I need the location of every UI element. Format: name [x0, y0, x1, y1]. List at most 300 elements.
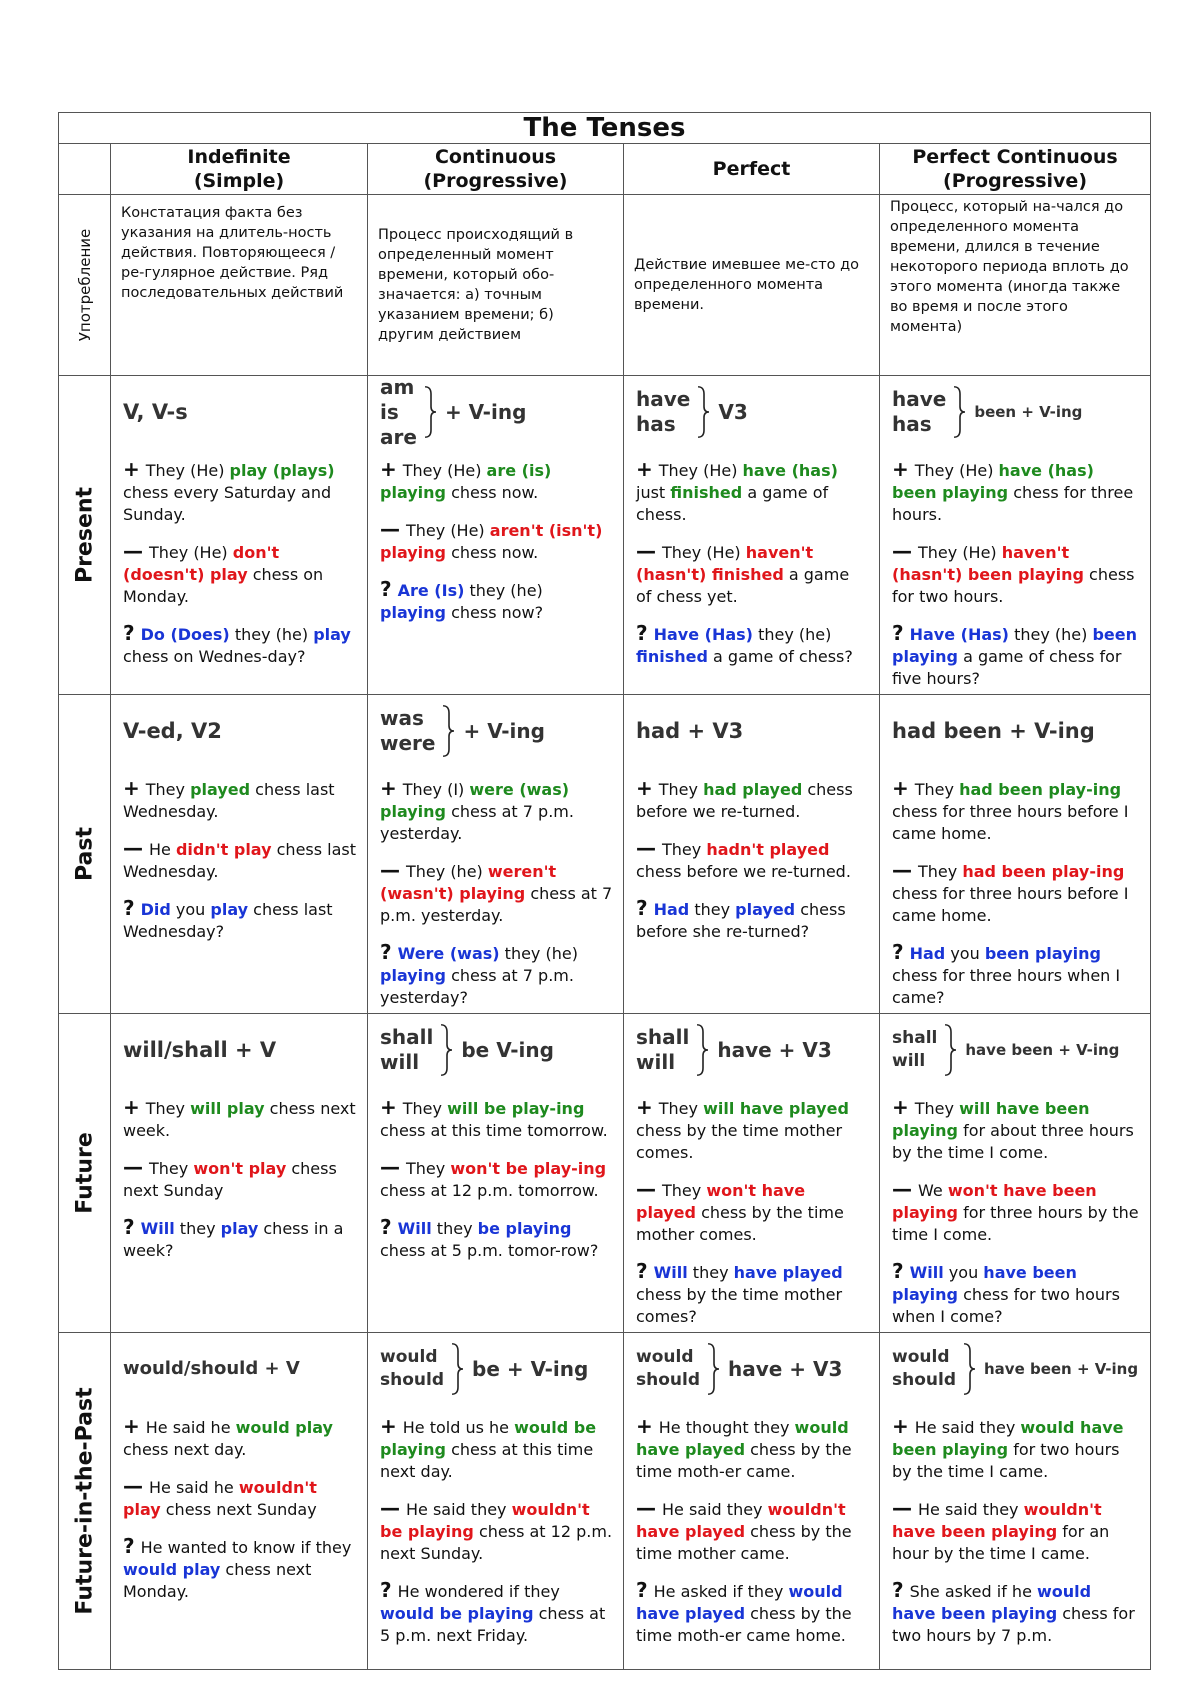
usage-perfect: Действие имевшее ме-сто до определенного момента времени.: [624, 195, 880, 376]
positive-example: [123, 1096, 357, 1142]
negative-example: [636, 1497, 869, 1565]
positive-icon: +: [123, 776, 140, 800]
formula-rest: V3: [718, 400, 748, 424]
example-text: He said they: [406, 1500, 512, 1519]
negative-example: [892, 1497, 1140, 1565]
formula: V-ed, V2: [123, 719, 222, 743]
highlighted-verb: would be playing: [380, 1604, 534, 1623]
positive-icon: +: [892, 1414, 909, 1438]
auxiliary-verb: should: [636, 1370, 700, 1390]
brace-icon: [441, 699, 455, 763]
question-example: [380, 1216, 613, 1262]
auxiliary-verb: has: [892, 412, 932, 436]
auxiliary-verb: are: [380, 424, 417, 449]
negative-example: [380, 518, 613, 564]
question-icon: ?: [380, 940, 392, 964]
auxiliary-verb: would: [636, 1347, 694, 1367]
question-icon: ?: [892, 1578, 904, 1602]
highlighted-verb: playing: [380, 966, 446, 985]
positive-example: [636, 1096, 869, 1164]
example-text: He said he: [145, 1418, 236, 1437]
question-example: [123, 897, 357, 943]
highlighted-verb: Have (Has): [653, 625, 753, 644]
example-text: for two hours by the time I came.: [892, 1440, 1120, 1481]
example-text: They: [914, 1099, 960, 1118]
example-text: a game of chess yet.: [636, 565, 850, 606]
question-example: [892, 622, 1140, 690]
brace-icon: [439, 1018, 453, 1082]
question-example: [123, 1535, 357, 1603]
brace-icon: [943, 1018, 957, 1082]
example-text: chess at 5 p.m. tomor-row?: [380, 1241, 599, 1260]
positive-icon: +: [380, 1095, 397, 1119]
example-text: chess for two hours by 7 p.m.: [892, 1604, 1135, 1645]
highlighted-verb: play: [210, 900, 249, 919]
negative-icon: —: [123, 1155, 143, 1179]
example-text: chess last Wednesday.: [123, 780, 335, 821]
example-text: They (he): [406, 862, 488, 881]
positive-example: [380, 777, 613, 845]
header-line2: (Progressive): [943, 170, 1088, 192]
question-example: [123, 622, 357, 668]
brace-icon: [706, 1337, 720, 1401]
positive-example: [123, 777, 357, 823]
formula-rest: have + V3: [717, 1038, 832, 1062]
example-text: chess now.: [446, 483, 539, 502]
auxiliary-verb: shall: [380, 1025, 434, 1049]
example-text: for about three hours by the time I come.: [892, 1121, 1134, 1162]
auxiliary-verbs: [636, 1346, 700, 1392]
example-text: He said they: [662, 1500, 768, 1519]
example-text: He wondered if they: [397, 1582, 560, 1601]
tense-row-present: [59, 376, 1151, 695]
tense-label-cell: [59, 695, 111, 1014]
example-text: chess at 7 p.m. yesterday.: [380, 802, 574, 843]
positive-example: [892, 458, 1140, 526]
example-text: They (He): [658, 461, 743, 480]
formula: [380, 374, 613, 449]
cell-perfect: [624, 695, 880, 1014]
example-text: a game of chess for five hours?: [892, 647, 1122, 688]
brace-icon: [696, 380, 710, 444]
question-icon: ?: [636, 1578, 648, 1602]
highlighted-verb: Are (Is): [397, 581, 465, 600]
example-text: chess at 12 p.m. next Sunday.: [380, 1522, 613, 1563]
formula-rest: been + V-ing: [974, 403, 1083, 421]
highlighted-verb: would play: [123, 1560, 221, 1579]
example-text: He said he: [149, 1478, 239, 1497]
usage-perfect-continuous: Процесс, который на-чался до определенного момента времени, длился в течение некоторого периода вплоть до этого момента (иногда также во время и после этого момента): [880, 195, 1151, 376]
usage-indefinite: Констатация факта без указания на длитель-ность действия. Повторяющееся / ре-гулярное действие. Ряд последовательных действий: [111, 195, 368, 376]
example-text: for three hours by the time I come.: [892, 1203, 1139, 1244]
positive-icon: +: [892, 457, 909, 481]
question-example: [380, 578, 613, 624]
cell-indefinite: [111, 695, 368, 1014]
positive-icon: +: [636, 1095, 653, 1119]
cell-continuous: [368, 1333, 624, 1670]
brace-icon: [952, 380, 966, 444]
formula: [892, 1018, 1140, 1082]
brace-icon: [450, 1337, 464, 1401]
positive-icon: +: [636, 776, 653, 800]
negative-example: [123, 837, 357, 883]
question-example: [892, 941, 1140, 1009]
formula-rest: + V-ing: [444, 400, 527, 424]
negative-icon: —: [636, 539, 656, 563]
auxiliary-verbs: [892, 387, 946, 437]
example-text: chess for three hours before I came home.: [892, 884, 1129, 925]
question-icon: ?: [380, 577, 392, 601]
example-text: chess last Wednesday.: [123, 840, 357, 881]
example-text: they (he): [1008, 625, 1093, 644]
example-text: chess at 7 p.m. yesterday?: [380, 966, 574, 1007]
formula: [636, 1337, 869, 1401]
highlighted-verb: have played: [733, 1263, 843, 1282]
example-text: He said they: [918, 1500, 1024, 1519]
tense-row-future: [59, 1014, 1151, 1333]
question-icon: ?: [892, 940, 904, 964]
negative-icon: —: [380, 1155, 400, 1179]
question-example: [892, 1579, 1140, 1647]
highlighted-verb: aren't (isn't) playing: [380, 521, 603, 562]
example-text: chess on Wednes-day?: [123, 647, 306, 666]
highlighted-verb: have (has) been playing: [892, 461, 1094, 502]
highlighted-verb: wouldn't have been playing: [892, 1500, 1102, 1541]
cell-indefinite: [111, 376, 368, 695]
negative-example: [892, 859, 1140, 927]
auxiliary-verbs: [636, 1025, 689, 1075]
question-icon: ?: [123, 621, 135, 645]
header-line1: Perfect: [712, 158, 791, 180]
example-text: chess every Saturday and Sunday.: [123, 483, 332, 524]
highlighted-verb: would have played: [636, 1582, 843, 1623]
header-line1: Perfect Continuous: [912, 146, 1118, 168]
example-text: chess on Monday.: [123, 565, 324, 606]
cell-perfect-continuous: [880, 1333, 1151, 1670]
usage-continuous: Процесс происходящий в определенный момент времени, который обо-значается: а) точным указанием времени; б) другим действием: [368, 195, 624, 376]
highlighted-verb: Had: [653, 900, 690, 919]
example-text: They (He): [406, 521, 490, 540]
positive-example: [123, 1415, 357, 1461]
highlighted-verb: didn't play: [175, 840, 272, 859]
formula-rest: be + V-ing: [472, 1357, 589, 1381]
highlighted-verb: will be play-ing: [447, 1099, 585, 1118]
usage-label-cell: [59, 195, 111, 376]
example-text: They: [662, 840, 707, 859]
example-text: chess next Sunday: [160, 1500, 317, 1519]
highlighted-verb: Have (Has): [909, 625, 1009, 644]
tense-label: Future: [72, 1132, 97, 1214]
example-text: a game of chess.: [636, 483, 829, 524]
question-icon: ?: [892, 1259, 904, 1283]
auxiliary-verb: has: [636, 412, 676, 436]
negative-example: [636, 540, 869, 608]
header-line1: Continuous: [434, 146, 557, 168]
question-example: [636, 1579, 869, 1647]
highlighted-verb: would be playing: [380, 1418, 597, 1459]
highlighted-verb: play (plays): [229, 461, 335, 480]
highlighted-verb: won't be play-ing: [450, 1159, 607, 1178]
negative-icon: —: [892, 539, 912, 563]
example-text: They: [145, 1099, 191, 1118]
positive-icon: +: [892, 776, 909, 800]
example-text: chess by the time moth-er came.: [636, 1440, 852, 1481]
example-text: chess at this time tomorrow.: [380, 1121, 608, 1140]
highlighted-verb: be playing: [477, 1219, 572, 1238]
auxiliary-verb: will: [380, 1050, 420, 1074]
example-text: They (He): [402, 461, 487, 480]
highlighted-verb: play: [220, 1219, 259, 1238]
negative-icon: —: [123, 836, 143, 860]
question-example: [123, 1216, 357, 1262]
negative-icon: —: [636, 1177, 656, 1201]
negative-icon: —: [892, 858, 912, 882]
auxiliary-verb: was: [380, 706, 424, 730]
example-text: for an hour by the time I came.: [892, 1522, 1110, 1563]
question-icon: ?: [123, 896, 135, 920]
header-line2: (Progressive): [423, 170, 568, 192]
highlighted-verb: finished: [636, 647, 708, 666]
cell-perfect-continuous: [880, 695, 1151, 1014]
auxiliary-verb: am: [380, 374, 415, 399]
highlighted-verb: Do (Does): [140, 625, 230, 644]
highlighted-verb: were (was) playing: [380, 780, 570, 821]
example-text: they: [687, 1263, 734, 1282]
positive-example: [892, 777, 1140, 845]
highlighted-verb: won't have been playing: [892, 1181, 1097, 1222]
highlighted-verb: have (has): [742, 461, 838, 480]
formula-rest: have + V3: [728, 1357, 843, 1381]
tense-label-cell: [59, 376, 111, 695]
formula-rest: have been + V-ing: [984, 1360, 1139, 1378]
cell-continuous: [368, 695, 624, 1014]
header-line2: (Simple): [193, 170, 285, 192]
example-text: they: [689, 900, 736, 919]
example-text: She asked if he: [909, 1582, 1037, 1601]
negative-icon: —: [636, 836, 656, 860]
question-example: [636, 1260, 869, 1328]
negative-icon: —: [892, 1496, 912, 1520]
formula: [892, 380, 1140, 444]
example-text: they (he): [229, 625, 314, 644]
highlighted-verb: would have been playing: [892, 1582, 1092, 1623]
example-text: They (He): [145, 461, 230, 480]
tense-label: Future-in-the-Past: [72, 1387, 97, 1615]
negative-icon: —: [892, 1177, 912, 1201]
highlighted-verb: had been play-ing: [959, 780, 1122, 799]
question-example: [380, 1579, 613, 1647]
auxiliary-verbs: [380, 706, 435, 756]
example-text: you: [945, 944, 985, 963]
positive-example: [636, 777, 869, 823]
auxiliary-verb: will: [636, 1050, 676, 1074]
auxiliary-verb: should: [380, 1370, 444, 1390]
highlighted-verb: played: [190, 780, 251, 799]
positive-example: [380, 1096, 613, 1142]
example-text: chess for three hours when I came?: [892, 966, 1121, 1007]
positive-icon: +: [636, 457, 653, 481]
example-text: chess in a week?: [123, 1219, 344, 1260]
example-text: chess at 7 p.m. yesterday.: [380, 884, 613, 925]
brace-icon: [423, 380, 437, 444]
header-perfect: [624, 144, 880, 195]
cell-perfect-continuous: [880, 1014, 1151, 1333]
highlighted-verb: haven't (hasn't) been playing: [892, 543, 1084, 584]
example-text: He thought they: [658, 1418, 795, 1437]
negative-example: [380, 859, 613, 927]
negative-example: [380, 1156, 613, 1202]
positive-icon: +: [380, 457, 397, 481]
auxiliary-verb: have: [636, 387, 691, 411]
example-text: chess for two hours.: [892, 565, 1135, 606]
question-icon: ?: [123, 1215, 135, 1239]
highlighted-verb: will have been playing: [892, 1099, 1090, 1140]
positive-icon: +: [123, 457, 140, 481]
negative-icon: —: [123, 1474, 143, 1498]
example-text: They: [145, 780, 191, 799]
auxiliary-verb: have: [892, 387, 947, 411]
example-text: They: [658, 1099, 704, 1118]
example-text: chess by the time mother came.: [636, 1522, 852, 1563]
positive-example: [892, 1096, 1140, 1164]
highlighted-verb: play: [313, 625, 351, 644]
highlighted-verb: haven't (hasn't) finished: [636, 543, 814, 584]
highlighted-verb: been playing: [984, 944, 1101, 963]
example-text: they (he): [499, 944, 578, 963]
cell-perfect-continuous: [880, 376, 1151, 695]
highlighted-verb: weren't (wasn't) playing: [380, 862, 557, 903]
example-text: They: [918, 862, 963, 881]
example-text: chess by the time mother comes?: [636, 1285, 843, 1326]
highlighted-verb: will have played: [703, 1099, 849, 1118]
auxiliary-verbs: [380, 375, 417, 450]
cell-perfect: [624, 1333, 880, 1670]
highlighted-verb: won't play: [193, 1159, 287, 1178]
example-text: They (He): [662, 543, 746, 562]
example-text: chess for two hours when I come?: [892, 1285, 1120, 1326]
example-text: They: [662, 1181, 707, 1200]
highlighted-verb: hadn't played: [706, 840, 830, 859]
auxiliary-verbs: [892, 1346, 956, 1392]
formula: V, V-s: [123, 400, 188, 424]
question-icon: ?: [123, 1534, 135, 1558]
example-text: They (I): [402, 780, 470, 799]
formula-rest: be V-ing: [461, 1038, 554, 1062]
example-text: They: [658, 780, 704, 799]
tense-label: Past: [72, 827, 97, 881]
auxiliary-verbs: [636, 387, 690, 437]
formula-rest: have been + V-ing: [965, 1041, 1120, 1059]
example-text: they (he): [464, 581, 543, 600]
tense-label-cell: [59, 1333, 111, 1670]
highlighted-verb: would have been playing: [892, 1418, 1124, 1459]
negative-example: [380, 1497, 613, 1565]
formula-rest: + V-ing: [463, 719, 545, 743]
positive-icon: +: [892, 1095, 909, 1119]
example-text: He told us he: [402, 1418, 515, 1437]
cell-perfect: [624, 376, 880, 695]
question-icon: ?: [636, 896, 648, 920]
auxiliary-verb: shall: [892, 1028, 938, 1048]
example-text: He said they: [914, 1418, 1021, 1437]
question-example: [636, 622, 869, 668]
example-text: They: [149, 1159, 194, 1178]
auxiliary-verb: shall: [636, 1025, 690, 1049]
formula: [380, 699, 613, 763]
negative-example: [123, 540, 357, 608]
example-text: chess at 5 p.m. next Friday.: [380, 1604, 606, 1645]
highlighted-verb: had been play-ing: [962, 862, 1125, 881]
highlighted-verb: Did: [140, 900, 171, 919]
header-indefinite: [111, 144, 368, 195]
negative-example: [123, 1156, 357, 1202]
formula: [636, 1018, 869, 1082]
highlighted-verb: have been playing: [892, 1263, 1077, 1304]
formula: [380, 1018, 613, 1082]
positive-icon: +: [380, 1414, 397, 1438]
auxiliary-verbs: [380, 1025, 433, 1075]
highlighted-verb: wouldn't play: [123, 1478, 317, 1519]
positive-example: [380, 1415, 613, 1483]
auxiliary-verb: should: [892, 1370, 956, 1390]
highlighted-verb: don't (doesn't) play: [123, 543, 280, 584]
example-text: chess last Wednesday?: [123, 900, 333, 941]
tenses-table: [58, 112, 1151, 1670]
formula: had + V3: [636, 719, 744, 743]
positive-example: [892, 1415, 1140, 1483]
example-text: chess now?: [446, 603, 544, 622]
cell-indefinite: [111, 1333, 368, 1670]
positive-icon: +: [380, 776, 397, 800]
header-line1: Indefinite: [187, 146, 291, 168]
example-text: We: [918, 1181, 948, 1200]
example-text: chess now.: [446, 543, 539, 562]
header-perfect-continuous: [880, 144, 1151, 195]
tense-row-past: [59, 695, 1151, 1014]
brace-icon: [962, 1337, 976, 1401]
highlighted-verb: playing: [380, 603, 446, 622]
question-icon: ?: [380, 1578, 392, 1602]
example-text: they: [174, 1219, 221, 1238]
example-text: chess next Monday.: [123, 1560, 312, 1601]
positive-example: [380, 458, 613, 504]
formula: would/should + V: [123, 1358, 300, 1379]
auxiliary-verb: would: [892, 1347, 950, 1367]
example-text: chess by the time mother comes.: [636, 1121, 843, 1162]
example-text: chess for three hours before I came home.: [892, 802, 1129, 843]
highlighted-verb: will play: [190, 1099, 265, 1118]
negative-example: [636, 837, 869, 883]
example-text: you: [943, 1263, 984, 1282]
brace-icon: [695, 1018, 709, 1082]
example-text: a game of chess?: [707, 647, 853, 666]
positive-icon: +: [123, 1095, 140, 1119]
example-text: They: [914, 780, 960, 799]
highlighted-verb: finished: [670, 483, 743, 502]
negative-icon: —: [636, 1496, 656, 1520]
positive-example: [123, 458, 357, 526]
positive-icon: +: [636, 1414, 653, 1438]
example-text: they (he): [752, 625, 832, 644]
auxiliary-verb: is: [380, 399, 399, 424]
highlighted-verb: Will: [909, 1263, 944, 1282]
highlighted-verb: won't have played: [636, 1181, 806, 1222]
negative-icon: —: [380, 1496, 400, 1520]
auxiliary-verb: will: [892, 1051, 926, 1071]
highlighted-verb: been playing: [892, 625, 1137, 666]
usage-label: Употребление: [75, 228, 94, 342]
negative-example: [636, 1178, 869, 1246]
